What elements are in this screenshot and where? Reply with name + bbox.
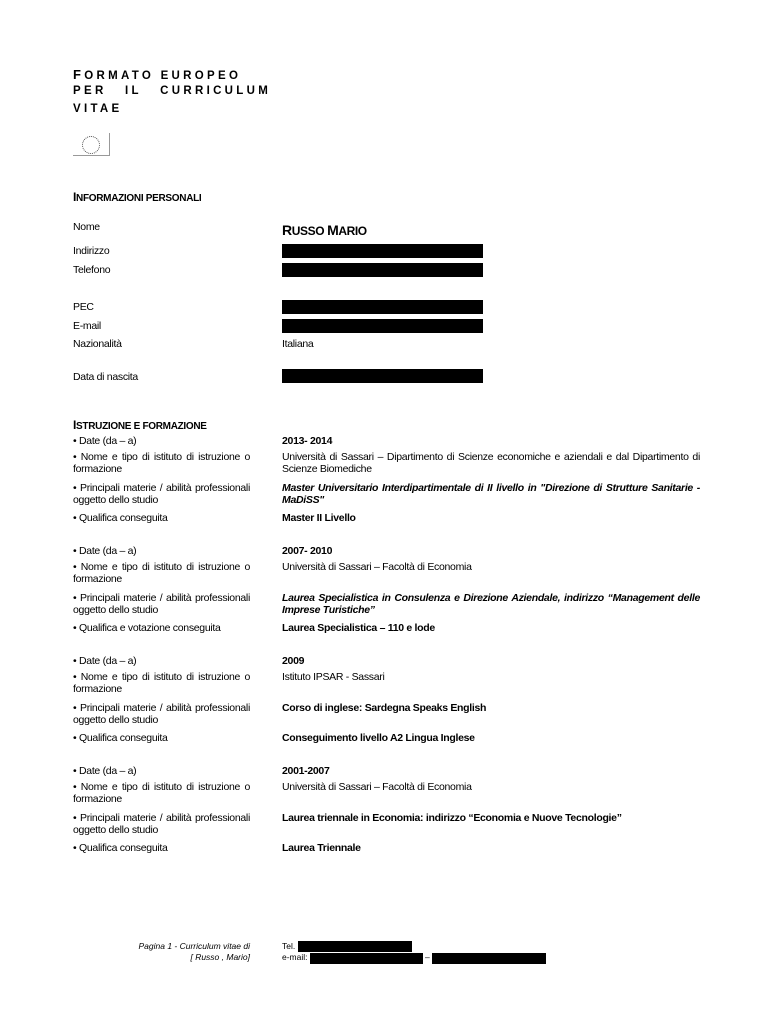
cv-title-line-2: PER IL CURRICULUM (73, 85, 272, 97)
entry3-label-date: • Date (da – a) (73, 655, 137, 667)
entry4-materie: Laurea triennale in Economia: indirizzo “Economia e Nuove Tecnologie” (282, 812, 622, 824)
entry3-istituto: Istituto IPSAR - Sassari (282, 671, 385, 683)
entry4-label-qualifica: • Qualifica conseguita (73, 842, 168, 854)
entry4-label-istituto: • Nome e tipo di istituto di istruzione o formazione (73, 781, 250, 805)
entry4-label-materie: • Principali materie / abilità professionali oggetto dello studio (73, 812, 250, 836)
entry3-label-qualifica: • Qualifica conseguita (73, 732, 168, 744)
redacted-data-nascita (282, 369, 483, 383)
footer-page-info (100, 941, 250, 963)
entry2-label-istituto: • Nome e tipo di istituto di istruzione o formazione (73, 561, 250, 585)
redacted-indirizzo (282, 244, 483, 258)
section-education: ISTRUZIONE E FORMAZIONE (73, 418, 207, 432)
entry1-qualifica: Master II Livello (282, 512, 356, 524)
label-nazionalita: Nazionalità (73, 338, 122, 350)
footer-owner-line: [ Russo , Mario] (190, 952, 250, 962)
entry2-materie: Laurea Specialistica in Consulenza e Direzione Aziendale, indirizzo “Management delle Imprese Turistiche” (282, 592, 700, 616)
footer-page-line: Pagina 1 - Curriculum vitae di (138, 941, 250, 951)
label-nome: Nome (73, 221, 100, 233)
entry1-label-istituto: • Nome e tipo di istituto di istruzione o formazione (73, 451, 250, 475)
value-nazionalita: Italiana (282, 338, 314, 350)
label-email: E-mail (73, 320, 101, 332)
entry1-materie: Master Universitario Interdipartimentale di II livello in "Direzione di Strutture Sanitarie - MaDiSS" (282, 482, 700, 506)
entry1-istituto: Università di Sassari – Dipartimento di Scienze economiche e aziendali e dal Dipartimento di Scienze Biomediche (282, 451, 700, 475)
entry2-label-date: • Date (da – a) (73, 545, 137, 557)
entry3-label-materie: • Principali materie / abilità professionali oggetto dello studio (73, 702, 250, 726)
entry1-label-qualifica: • Qualifica conseguita (73, 512, 168, 524)
footer-email-label: e-mail: (282, 952, 308, 962)
redacted-footer-email-2 (432, 953, 546, 964)
redacted-pec (282, 300, 483, 314)
label-pec: PEC (73, 301, 94, 313)
entry2-qualifica: Laurea Specialistica – 110 e lode (282, 622, 435, 634)
label-indirizzo: Indirizzo (73, 245, 110, 257)
label-telefono: Telefono (73, 264, 111, 276)
entry4-label-date: • Date (da – a) (73, 765, 137, 777)
person-name: RUSSO MARIO (282, 222, 367, 238)
entry4-date: 2001-2007 (282, 765, 330, 777)
entry2-label-qualifica: • Qualifica e votazione conseguita (73, 622, 221, 634)
entry2-date: 2007- 2010 (282, 545, 333, 557)
cv-title-line-1: FORMATO EUROPEO (73, 67, 242, 82)
entry1-date: 2013- 2014 (282, 435, 333, 447)
entry2-istituto: Università di Sassari – Facoltà di Economia (282, 561, 472, 573)
entry4-istituto: Università di Sassari – Facoltà di Economia (282, 781, 472, 793)
eu-flag-logo (73, 133, 110, 156)
entry4-qualifica: Laurea Triennale (282, 842, 361, 854)
label-data-nascita: Data di nascita (73, 371, 138, 383)
entry1-label-materie: • Principali materie / abilità professionali oggetto dello studio (73, 482, 250, 506)
entry3-qualifica: Conseguimento livello A2 Lingua Inglese (282, 732, 475, 744)
footer-dash: – (425, 952, 430, 962)
entry1-label-date: • Date (da – a) (73, 435, 137, 447)
section-personal-info: INFORMAZIONI PERSONALI (73, 190, 202, 204)
entry3-date: 2009 (282, 655, 305, 667)
redacted-footer-email-1 (310, 953, 423, 964)
cv-title-line-3: VITAE (73, 103, 123, 115)
redacted-footer-tel (298, 941, 412, 952)
redacted-telefono (282, 263, 483, 277)
entry3-label-istituto: • Nome e tipo di istituto di istruzione o formazione (73, 671, 250, 695)
redacted-email (282, 319, 483, 333)
entry3-materie: Corso di inglese: Sardegna Speaks English (282, 702, 487, 714)
footer-tel-label: Tel. (282, 941, 296, 951)
entry2-label-materie: • Principali materie / abilità professionali oggetto dello studio (73, 592, 250, 616)
